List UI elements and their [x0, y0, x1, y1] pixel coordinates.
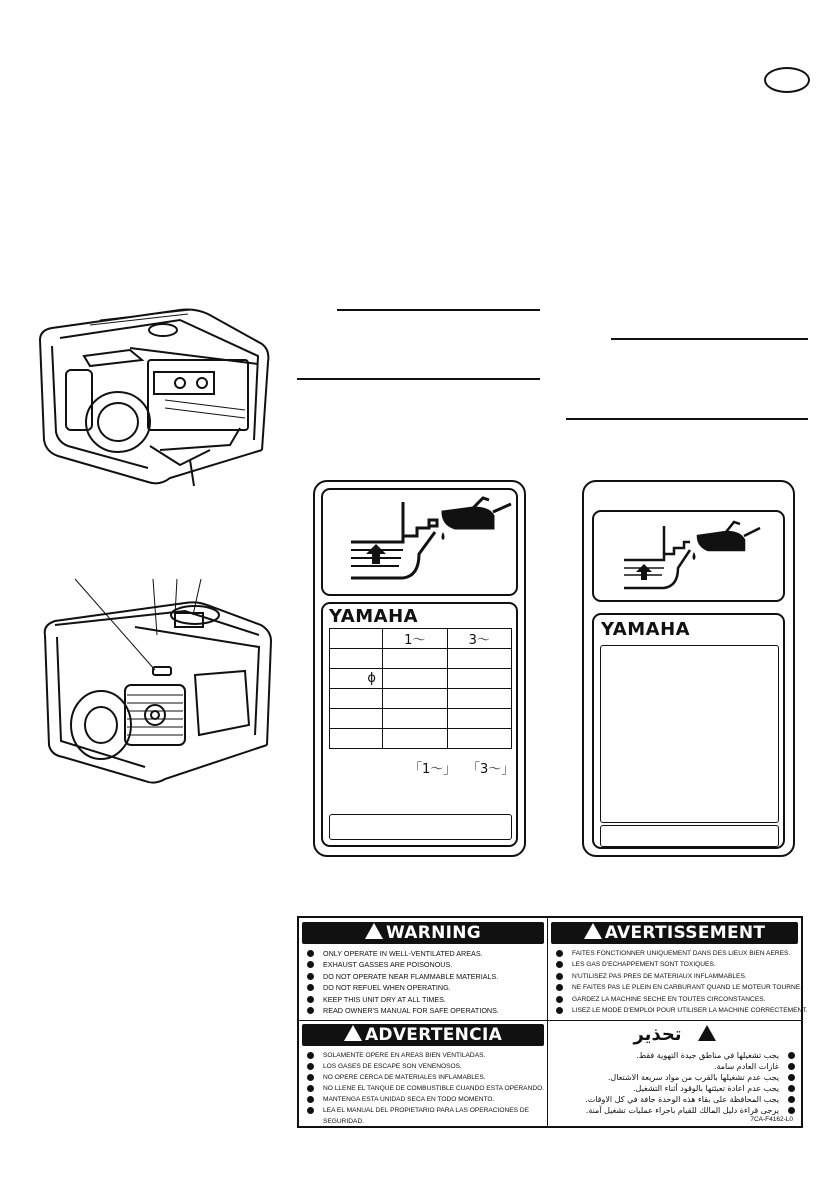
- warning-triangle-icon: [344, 1025, 362, 1041]
- generator-illustration-rear: [35, 575, 275, 790]
- table-row: [330, 729, 512, 749]
- list-item: يجب عدم اعادة تعبئتها بالوقود أثناء التشغيل.: [554, 1083, 797, 1094]
- list-item: MANTENGA ESTA UNIDAD SECA EN TODO MOMENTO.: [305, 1094, 543, 1105]
- list-item: يجب عدم تشغيلها بالقرب من مواد سريعة الاشتعال.: [554, 1072, 797, 1083]
- warning-decal: [297, 916, 808, 1128]
- language-badge: [764, 67, 810, 93]
- warning-english: [299, 918, 547, 1020]
- list-item: NO LLENE EL TANQUE DE COMBUSTIBLE CUANDO ESTA OPERANDO.: [305, 1083, 543, 1094]
- list-item: يجب تشغيلها في مناطق جيدة التهوية فقط.: [554, 1050, 797, 1061]
- heading-rule: [297, 378, 540, 380]
- yamaha-logo: YAMAHA: [601, 619, 691, 640]
- spec-panel: [321, 602, 518, 847]
- list-item: LISEZ LE MODE D'EMPLOI POUR UTILISER LA MACHINE CORRECTEMENT.: [554, 1005, 797, 1016]
- table-cell: 1～: [383, 629, 448, 649]
- table-row: [330, 669, 512, 689]
- warning-title: ADVERTENCIA: [302, 1024, 544, 1046]
- heading-rule: [566, 418, 808, 420]
- oil-fill-icon: [594, 512, 783, 600]
- blank-spec-area: [600, 645, 779, 823]
- heading-rule: [337, 309, 540, 311]
- table-row: [330, 689, 512, 709]
- list-item: FAITES FONCTIONNER UNIQUEMENT DANS DES LIEUX BIEN AERES.: [554, 948, 797, 959]
- table-cell: 3～: [447, 629, 512, 649]
- warning-triangle-icon: [584, 923, 602, 939]
- list-item: يرجى قراءة دليل المالك للقيام باجراء عمليات تشغيل آمنة.: [554, 1105, 797, 1116]
- list-item: SOLAMENTE OPERE EN AREAS BIEN VENTILADAS.: [305, 1050, 543, 1061]
- list-item: ONLY OPERATE IN WELL-VENTILATED AREAS.: [305, 948, 543, 959]
- table-row: [330, 709, 512, 729]
- table-row: [330, 629, 512, 649]
- list-item: GARDEZ LA MACHINE SECHE EN TOUTES CIRCONSTANCES.: [554, 994, 797, 1005]
- phase-symbol: ϕ: [330, 669, 383, 689]
- oil-fill-panel: [592, 510, 785, 602]
- warning-spanish: [299, 1021, 547, 1126]
- list-item: NO OPERE CERCA DE MATERIALES INFLAMABLES.: [305, 1072, 543, 1083]
- warning-list: [554, 948, 808, 1016]
- list-item: EXHAUST GASSES ARE POISONOUS.: [305, 959, 543, 970]
- generator-illustration-front: [30, 300, 270, 490]
- list-item: يجب المحافظة على بقاء هذه الوحدة جافة في كل الاوقات.: [554, 1094, 797, 1105]
- blank-box: [600, 825, 779, 847]
- yamaha-logo: YAMAHA: [329, 606, 419, 627]
- spec-table: [329, 628, 512, 749]
- list-item: N'UTILISEZ PAS PRES DE MATERIAUX INFLAMMABLES.: [554, 971, 797, 982]
- warning-title: WARNING: [302, 922, 544, 944]
- rating-label-left: [313, 480, 526, 857]
- list-item: DO NOT OPERATE NEAR FLAMMABLE MATERIALS.: [305, 971, 543, 982]
- warning-title: AVERTISSEMENT: [551, 922, 798, 944]
- warning-list: [305, 1050, 543, 1127]
- warning-list: [554, 1050, 797, 1116]
- phase-mark-three: 「3～」: [467, 762, 515, 777]
- phase-mark-single: 「1～」: [409, 762, 457, 777]
- part-code: 7CA-F4162-L0: [750, 1116, 793, 1123]
- warning-list: [305, 948, 543, 1016]
- list-item: DO NOT REFUEL WHEN OPERATING.: [305, 982, 543, 993]
- list-item: KEEP THIS UNIT DRY AT ALL TIMES.: [305, 994, 543, 1005]
- heading-rule: [611, 338, 808, 340]
- rating-label-right: [582, 480, 795, 857]
- warning-french: [548, 918, 808, 1020]
- list-item: NE FAITES PAS LE PLEIN EN CARBURANT QUAND LE MOTEUR TOURNE.: [554, 982, 797, 993]
- oil-fill-icon: [323, 490, 516, 594]
- oil-fill-panel: [321, 488, 518, 596]
- warning-title: تحذير: [551, 1024, 798, 1046]
- warning-triangle-icon: [365, 923, 383, 939]
- table-cell: [330, 629, 383, 649]
- warning-triangle-icon: [698, 1025, 716, 1041]
- spec-panel: [592, 613, 785, 849]
- list-item: LES GAS D'ECHAPPEMENT SONT TOXIQUES.: [554, 959, 797, 970]
- table-row: [330, 649, 512, 669]
- list-item: غازات العادم سامة.: [554, 1061, 797, 1072]
- list-item: LOS GASES DE ESCAPE SON VENENOSOS.: [305, 1061, 543, 1072]
- warning-arabic: [548, 1021, 801, 1126]
- blank-box: [329, 814, 512, 840]
- list-item: LEA EL MANUAL DEL PROPIETARIO PARA LAS OPERACIONES DE SEGURIDAD.: [305, 1105, 533, 1127]
- list-item: READ OWNER'S MANUAL FOR SAFE OPERATIONS.: [305, 1005, 543, 1016]
